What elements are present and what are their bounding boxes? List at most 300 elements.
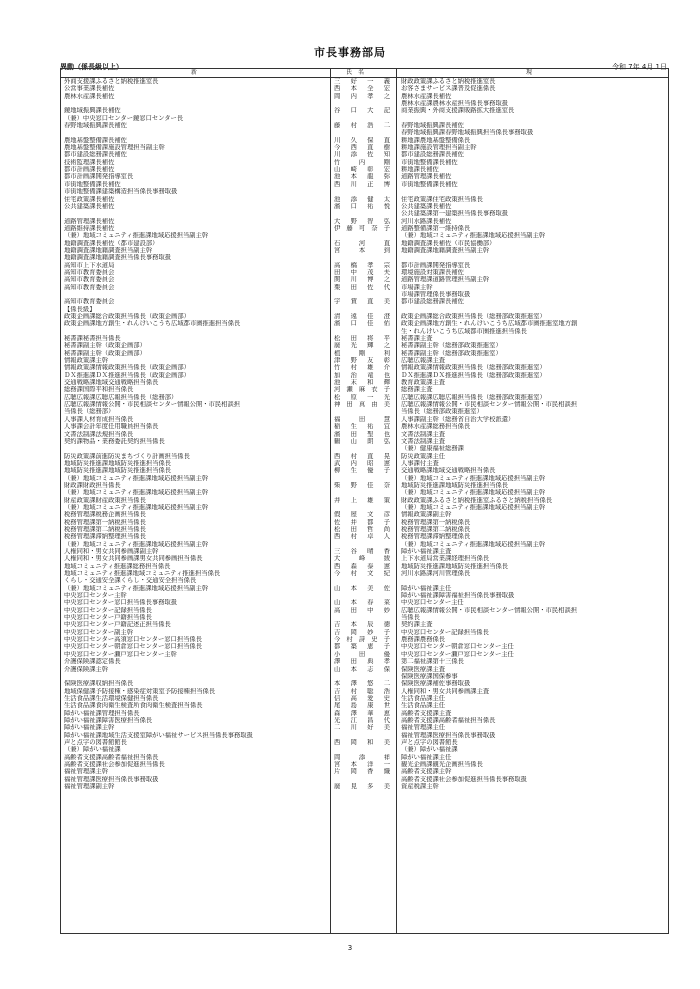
cell-current-position: 資産税課主幹 (401, 783, 439, 790)
cell-current-position: 農務課農務係長 (401, 636, 446, 644)
cell-name: 川久保直 (334, 136, 390, 144)
cell-new-position: （兼）地域コミュニティ推進課地域応援担当副主幹 (64, 474, 209, 482)
table-row (61, 776, 668, 783)
cell-name: 大峰綾 (334, 555, 390, 563)
cell-name: 宮本洋一 (334, 760, 390, 768)
cell-name: 藤村浩二 (334, 122, 390, 130)
table-row (61, 754, 668, 761)
cell-new-position: 公営事業課長補佐 (64, 85, 115, 93)
table-row (61, 254, 668, 261)
table-row (61, 497, 668, 504)
section-label: 異動（係長級以上） (60, 63, 123, 71)
cell-name: 西川正博 (334, 180, 390, 188)
cell-current-position: 道路整備課第一維持係長 (401, 224, 471, 232)
cell-new-position: 中央窓口センター戸籍担当係長 (64, 614, 152, 622)
cell-new-position: 地域防災推進課地域防災推進担当係長 (64, 467, 172, 475)
cell-new-position: 福祉管理課医療担当係長事務取扱 (64, 775, 159, 783)
table-row (61, 328, 668, 335)
cell-current-position: 耕地課施設管理担当副主幹 (401, 144, 477, 152)
table-row (61, 93, 668, 100)
cell-new-position: 秘書課副主幹（政策企画部） (64, 342, 146, 350)
table-row (61, 724, 668, 731)
cell-current-position: 道路管理課長補佐 (401, 173, 452, 181)
cell-current-position: （兼）地域コミュニティ推進課地域応援担当副主幹 (401, 540, 546, 548)
cell-current-position: 中央窓口センター瀬戸窓口センター主任 (401, 650, 514, 658)
cell-current-position: 税務管理課第一納税係長 (401, 518, 471, 526)
cell-new-position: 住宅政策課長補佐 (64, 195, 115, 203)
table-row (61, 335, 668, 342)
cell-current-position: 商業振興・外商支援課販路拡大推進室長 (401, 107, 515, 115)
cell-current-position: 公共建築課第一建築担当係長事務取扱 (401, 210, 509, 218)
table-row (61, 533, 668, 540)
cell-new-position: 障がい福祉課管理担当係長 (64, 709, 140, 717)
cell-current-position: 農林水産課長補佐 (401, 92, 452, 100)
cell-new-position: 市街地整備課長補佐 (64, 180, 121, 188)
cell-current-position: ＤＸ推進課ＤＸ推進担当係長（総務部政策推進室） (401, 371, 546, 379)
cell-new-position: 生活食品課生活環境保健担当係長 (64, 694, 159, 702)
cell-current-position: 税務管理課滞納整理係長 (401, 533, 471, 541)
cell-name: 稲生祐宜 (334, 423, 390, 431)
table-row (61, 621, 668, 628)
cell-new-position: 福祉管理課副主幹 (64, 783, 115, 790)
cell-current-position: 耕地課長補佐 (401, 166, 439, 174)
table-row (61, 210, 668, 217)
table-row (61, 438, 668, 445)
table-row (61, 232, 668, 239)
table-row (61, 379, 668, 386)
table-row (61, 166, 668, 173)
cell-current-position: 契約課主査 (401, 621, 433, 629)
cell-new-position: 外商支援課ふるさと納税推進室長 (64, 78, 159, 85)
table-row (61, 563, 668, 570)
cell-current-position: 市街地整備課長補佐 (401, 180, 458, 188)
table-row (61, 188, 668, 195)
cell-new-position: 生活食品課食肉衛生検査所食肉衛生検査担当係長 (64, 702, 203, 710)
cell-current-position: 春野地域振興課長補佐 (401, 122, 464, 130)
cell-current-position: 河川水路課長補佐 (401, 217, 452, 225)
cell-name: 廣光輝之 (334, 342, 390, 350)
cell-new-position: 高齢者支援課高齢者福祉担当係長 (64, 753, 159, 761)
table-row (61, 291, 668, 298)
cell-current-position: 政策企画課地方創生・れんけいこうち広域都市圏推進室地方創 (401, 320, 578, 328)
cell-name: 関川博之 (334, 276, 390, 284)
cell-new-position: 高知市上下水道局 (64, 261, 115, 269)
cell-name: 濱口祐悦 (334, 202, 390, 210)
page-title: 市長事務部局 (314, 46, 386, 59)
cell-current-position: （兼）地域コミュニティ推進課地域応援担当副主幹 (401, 503, 546, 511)
table-row (61, 467, 668, 474)
cell-current-position: 高齢者支援課社会参加促進担当係長事務取扱 (401, 775, 527, 783)
cell-new-position: 【係長級】 (64, 305, 96, 313)
cell-current-position: 文書法制課主査 (401, 437, 446, 445)
cell-current-position: 財政政策課ふるさと納税推進室長 (401, 78, 496, 85)
cell-name: 宮本到 (334, 246, 390, 254)
cell-current-position: 生活食品課主任 (401, 694, 446, 702)
cell-new-position: 人権同和・男女共同参画課男女共同参画担当係長 (64, 555, 203, 563)
table-row (61, 548, 668, 555)
cell-name: 松田将平 (334, 335, 390, 343)
cell-new-position: 障がい福祉課障害医療担当係長 (64, 716, 153, 724)
table-row (61, 357, 668, 364)
table-row (61, 115, 668, 122)
cell-new-position: 福祉管理課主幹 (64, 768, 109, 776)
cell-name: 濱田聖也 (334, 430, 390, 438)
cell-name: 池添健太 (334, 195, 390, 203)
cell-name: 二川好美 (334, 724, 390, 732)
cell-name: 佐井都子 (334, 518, 390, 526)
cell-current-position: 文書法制課主査 (401, 430, 446, 438)
cell-new-position: 税務管理課滞納整理担当係長 (64, 533, 146, 541)
cell-new-position: 地籍調査課地籍調査担当係長事務取扱 (64, 254, 172, 262)
cell-current-position: （兼）地域コミュニティ推進課地域応援担当副主幹 (401, 232, 546, 240)
cell-new-position: 広聴広報課情報公開・市民相談センター情報公開・市民相談担 (64, 401, 241, 409)
table-row (61, 445, 668, 452)
cell-name: 西村卓人 (334, 533, 390, 541)
cell-current-position: （兼）障がい福祉課 (401, 746, 458, 754)
cell-current-position: 市街地整備課長補佐 (401, 158, 458, 166)
cell-name: 本澤悠二 (334, 680, 390, 688)
cell-new-position: 中央窓口センター高須窓口センター窓口担当係長 (64, 636, 203, 644)
cell-new-position: 介護保険課主幹 (64, 665, 109, 673)
cell-current-position: 障がい福祉課障害福祉担当係長事務取扱 (401, 592, 515, 600)
cell-new-position: （兼）地域コミュニティ推進課地域応援担当副主幹 (64, 232, 209, 240)
table-row (61, 313, 668, 320)
cell-name: 西村直晃 (334, 452, 390, 460)
table-row (61, 717, 668, 724)
cell-current-position: 公共建築課長補佐 (401, 202, 452, 210)
cell-current-position: 市場課管理係長事務取扱 (401, 290, 471, 298)
table-row (61, 423, 668, 430)
cell-name: 岡内孝之 (334, 92, 390, 100)
cell-name: 福田慧 (334, 415, 390, 423)
cell-new-position: 政策企画課総合政策担当係長（政策企画部） (64, 313, 190, 320)
cell-new-position: 都市建設総務課長補佐 (64, 151, 127, 159)
cell-new-position: 税務管理課第二納税担当係長 (64, 525, 146, 533)
cell-new-position: 地域コミュニティ推進課地域コミュニティ推進担当係長 (64, 570, 221, 578)
page-number: 3 (347, 944, 353, 952)
cell-new-position: 中央窓口センター記録担当係長 (64, 606, 152, 614)
cell-name: 山本美佐 (334, 584, 390, 592)
cell-new-position: （兼）地域コミュニティ推進課地域応援担当副主幹 (64, 489, 209, 497)
cell-current-position: 都市建設総務課長補佐 (401, 151, 464, 159)
table-row (61, 680, 668, 687)
cell-current-position: 税務管理課第二納税係長 (401, 525, 471, 533)
cell-name: 松田哲尚 (334, 525, 390, 533)
table-header (61, 69, 668, 78)
cell-new-position: 農林水産課長補佐 (64, 92, 115, 100)
table-row (61, 475, 668, 482)
cell-current-position: 総務課主査 (401, 386, 433, 394)
cell-new-position: 情報政策課主幹 (64, 357, 109, 365)
cell-new-position: 秘書課秘書担当係長 (64, 335, 121, 343)
table-row (61, 702, 668, 709)
cell-new-position: 都市計画課長補佐 (64, 166, 115, 174)
cell-current-position: 情報政策課副主幹 (401, 511, 452, 519)
cell-name: 廣見多美 (334, 783, 390, 790)
cell-new-position: 技術監理課長補佐 (64, 158, 115, 166)
cell-name: 石河直 (334, 239, 390, 247)
table-row (61, 342, 668, 349)
cell-name: 吉村聡浩 (334, 687, 390, 695)
cell-new-position: 農地基盤整備課長補佐 (64, 136, 127, 144)
table-row (61, 262, 668, 269)
cell-current-position: 防災政策課主任 (401, 452, 446, 460)
cell-new-position: 交通戦略課地域交通戦略担当係長 (64, 379, 159, 387)
cell-current-position: （兼）健康福祉総務課 (401, 445, 464, 453)
cell-name: 山本春菜 (334, 599, 390, 607)
cell-current-position: 春野地域振興課春野地域振興担当係長事務取扱 (401, 129, 534, 137)
cell-current-position: 第二福祉課第十三係長 (401, 658, 464, 666)
cell-current-position: 当係長 (401, 614, 420, 622)
cell-current-position: 農林水産課総務担当係長 (401, 423, 471, 431)
cell-name: 高田中妙 (334, 606, 390, 614)
cell-name: 光江昌代 (334, 716, 390, 724)
cell-name: 栗田佐代 (334, 283, 390, 291)
table-row (61, 181, 668, 188)
cell-current-position: 広聴広報課情報公開・市民相談センター情報公開・市民相談担 (401, 401, 578, 409)
cell-new-position: （兼）中央窓口センター鏡窓口センター長 (64, 114, 184, 122)
table-row (61, 416, 668, 423)
cell-new-position: 声と点字の図書館館長 (64, 738, 127, 746)
cell-new-position: 保険医療課収納担当係長 (64, 680, 134, 688)
cell-current-position: 観光企画課観光企画担当係長 (401, 760, 483, 768)
cell-current-position: 河川水路課河川管理係長 (401, 570, 471, 578)
cell-current-position: 道路管理課道路管理担当副主幹 (401, 276, 490, 284)
cell-current-position: 広聴広報課情報公開・市民相談センター情報公開・市民相談担 (401, 606, 578, 614)
table-row (61, 511, 668, 518)
cell-new-position: 中央窓口センター朝倉窓口センター窓口担当係長 (64, 643, 203, 651)
cell-current-position: 広聴広報課広聴広報担当係長（総務部政策推進室） (401, 393, 546, 401)
cell-new-position: 人事課会計年度任用職員担当係長 (64, 423, 159, 431)
cell-name: 澤田典孝 (334, 658, 390, 666)
table-row (61, 85, 668, 92)
cell-name: 津野友彰 (334, 357, 390, 365)
table-row (61, 284, 668, 291)
cell-current-position: 人事課副主幹（総務省自治大学校派遣） (401, 415, 515, 423)
cell-name: 西岡和美 (334, 738, 390, 746)
table-row (61, 408, 668, 415)
table-row (61, 137, 668, 144)
table-row (61, 240, 668, 247)
cell-current-position: 地籍調査課長補佐（市民協働部） (401, 239, 496, 247)
cell-current-position: 交通戦略課地域交通戦略担当係長 (401, 467, 496, 475)
cell-current-position: 農林水産課農林水産担当係長事務取扱 (401, 100, 509, 108)
table-row (61, 78, 668, 85)
cell-name: 竹内剛 (334, 158, 390, 166)
cell-new-position: 障がい福祉課主幹 (64, 724, 115, 732)
cell-name: 今村詩史子 (334, 636, 390, 644)
cell-new-position: 障がい福祉課地域生活支援室障がい福祉サービス担当係長事務取扱 (64, 731, 253, 739)
cell-name: 大野智弘 (334, 217, 390, 225)
cell-current-position: 高齢者支援課主査 (401, 709, 452, 717)
cell-current-position: 上下水道局営業課経理担当係長 (401, 555, 490, 563)
table-row (61, 144, 668, 151)
table-row (61, 100, 668, 107)
cell-current-position: 障がい福祉課主任 (401, 584, 452, 592)
cell-new-position: 中央窓口センター主幹 (64, 592, 127, 600)
cell-name: 竹村雄介 (334, 364, 390, 372)
table-body (61, 78, 668, 790)
cell-current-position: 住宅政策課住宅政策担当係長 (401, 195, 483, 203)
table-row (61, 541, 668, 548)
cell-current-position: 政策企画課総合政策担当係長（総務部政策推進室） (401, 313, 546, 320)
table-row (61, 519, 668, 526)
cell-new-position: 高知市教育委員会 (64, 268, 115, 276)
cell-name: 尾島康世 (334, 702, 390, 710)
table-row (61, 643, 668, 650)
cell-current-position: 福祉管理課医療担当係長事務取扱 (401, 731, 496, 739)
cell-new-position: 中央窓口センター窓口担当係長事務取扱 (64, 599, 178, 607)
cell-current-position: 秘書課副主幹（総務部政策推進室） (401, 342, 502, 350)
cell-name: 柴野佳奈 (334, 481, 390, 489)
cell-new-position: 総務課国際平和担当係長 (64, 386, 134, 394)
cell-current-position: 生・れんけいこうち広域都市圏推進担当係長 (401, 327, 527, 335)
table-row (61, 768, 668, 775)
cell-current-position: 都市計画課開発指導室長 (401, 261, 471, 269)
cell-current-position: 保険医療課国保参事 (401, 672, 458, 680)
cell-current-position: 耕地課農地基盤整備係長 (401, 136, 471, 144)
cell-new-position: 財政課財政担当係長 (64, 481, 121, 489)
table-row (61, 614, 668, 621)
cell-name: 三好一義 (334, 78, 390, 85)
cell-new-position: 情報政策課情報政策担当係長（政策企画部） (64, 364, 190, 372)
table-row (61, 453, 668, 460)
table-row (61, 431, 668, 438)
table-row (61, 629, 668, 636)
table-row (61, 555, 668, 562)
cell-name: 岡添祥 (334, 753, 390, 761)
table-row (61, 585, 668, 592)
cell-name: 今西直樹 (334, 144, 390, 152)
cell-current-position: 環境施設対策課長補佐 (401, 268, 464, 276)
cell-current-position: 財政政策課ふるさと納税推進室ふるさと納税担当係長 (401, 496, 553, 504)
cell-new-position: 地域防災推進課地域防災推進担当係長 (64, 459, 172, 467)
table-row (61, 688, 668, 695)
cell-new-position: 高知市教育委員会 (64, 283, 115, 291)
table-row (61, 196, 668, 203)
cell-current-position: 地域防災推進課地域防災推進担当係長 (401, 481, 509, 489)
cell-name: 河瀬麻衣子 (334, 386, 390, 394)
cell-name: 小田優 (334, 650, 390, 658)
table-row (61, 298, 668, 305)
effective-date: 令和 7年 4月 1日 (611, 63, 667, 71)
cell-name: 西本全宏 (334, 85, 390, 93)
cell-current-position: 高齢者支援課高齢者福祉担当係長 (401, 716, 496, 724)
table-row (61, 218, 668, 225)
cell-name: 谷口大記 (334, 107, 390, 115)
cell-current-position: 中央窓口センター主任 (401, 599, 464, 607)
cell-current-position: （兼）地域コミュニティ推進課地域応援担当副主幹 (401, 474, 546, 482)
cell-name: 吉本辰徳 (334, 621, 390, 629)
table-row (61, 636, 668, 643)
table-row (61, 570, 668, 577)
table-row (61, 783, 668, 790)
cell-current-position: 生活食品課主任 (401, 702, 446, 710)
cell-new-position: 中央窓口センター瀬戸窓口センター主幹 (64, 650, 177, 658)
cell-new-position: （兼）地域コミュニティ推進課地域応援担当副主幹 (64, 503, 209, 511)
table-row (61, 489, 668, 496)
cell-name: 今村文紀 (334, 570, 390, 578)
header-new: 新 (191, 69, 198, 76)
cell-name: 吉岡妙子 (334, 628, 390, 636)
cell-current-position: 中央窓口センター朝倉窓口センター主任 (401, 643, 514, 651)
cell-name: 池末和輝 (334, 379, 390, 387)
table-row (61, 526, 668, 533)
cell-current-position: 広聴広報課主査 (401, 357, 446, 365)
cell-name: 都築恵子 (334, 643, 390, 651)
cell-name: 西森泰憲 (334, 562, 390, 570)
table-row (61, 651, 668, 658)
cell-name: 柳生優子 (334, 467, 390, 475)
cell-new-position: 鏡地域振興課長補佐 (64, 107, 121, 115)
table-row (61, 592, 668, 599)
table-row (61, 460, 668, 467)
cell-current-position: 地域防災推進課地域防災推進担当係長 (401, 562, 509, 570)
cell-current-position: 保険医療課補佐事務取扱 (401, 680, 471, 688)
table-row (61, 695, 668, 702)
cell-current-position: 市場課主幹 (401, 283, 433, 291)
table-row (61, 364, 668, 371)
cell-current-position: 声と点字の図書館長 (401, 738, 458, 746)
cell-name: 山本志保 (334, 665, 390, 673)
cell-name: 植剛利 (334, 349, 390, 357)
table-row (61, 276, 668, 283)
table-row (61, 739, 668, 746)
cell-new-position: 人権同和・男女共同参画課副主幹 (64, 548, 159, 555)
cell-new-position: 地域コミュニティ推進課総務担当係長 (64, 562, 171, 570)
table-row (61, 306, 668, 313)
cell-current-position: （兼）地域コミュニティ推進課地域応援担当副主幹 (401, 489, 546, 497)
cell-new-position: 税務管理課第一納税担当係長 (64, 518, 146, 526)
table-row (61, 577, 668, 584)
table-row (61, 159, 668, 166)
cell-new-position: （兼）障がい福祉課 (64, 746, 121, 754)
cell-name: 伊藤可奈子 (334, 224, 390, 232)
cell-new-position: 防災政策課前進防災まちづくり計画担当係長 (64, 452, 190, 460)
cell-name: 田中茂夫 (334, 268, 390, 276)
table-row (61, 269, 668, 276)
cell-new-position: 地籍調査課長補佐（都市建設部） (64, 239, 159, 247)
table-row (61, 732, 668, 739)
cell-new-position: 道路管理課長補佐 (64, 217, 115, 225)
cell-new-position: 高知市教育委員会 (64, 298, 115, 306)
cell-current-position: 中央窓口センター記録担当係長 (401, 628, 489, 636)
cell-name: 井上雄策 (334, 496, 390, 504)
cell-name: 松原一光 (334, 393, 390, 401)
table-row (61, 607, 668, 614)
cell-name: 森澤華恵 (334, 709, 390, 717)
table-row (61, 247, 668, 254)
cell-new-position: 都市計画課開発指導室長 (64, 173, 134, 181)
cell-current-position: 障がい福祉課主任 (401, 753, 452, 761)
table-row (61, 599, 668, 606)
cell-new-position: 春野地域振興課長補佐 (64, 122, 127, 130)
cell-new-position: 地籍調査課地籍調査担当副主幹 (64, 246, 153, 254)
cell-new-position: 人事課人材育成担当係長 (64, 415, 134, 423)
cell-name: 片岡香織 (334, 768, 390, 776)
cell-current-position: 保険医療課主査 (401, 665, 446, 673)
cell-current-position: 人権同和・男女共同参画課主査 (401, 687, 490, 695)
cell-new-position: 道路維持課長補佐 (64, 224, 115, 232)
cell-new-position: 契約課物品・業務委託契約担当係長 (64, 437, 165, 445)
cell-new-position: 税務管理課税務企画担当係長 (64, 511, 146, 519)
cell-name: 濱口佳佑 (334, 320, 390, 328)
cell-name: 清遠佳澄 (334, 313, 390, 320)
table-row (61, 151, 668, 158)
table-row (61, 320, 668, 327)
table-row (61, 386, 668, 393)
cell-name: 武内昭憲 (334, 459, 390, 467)
